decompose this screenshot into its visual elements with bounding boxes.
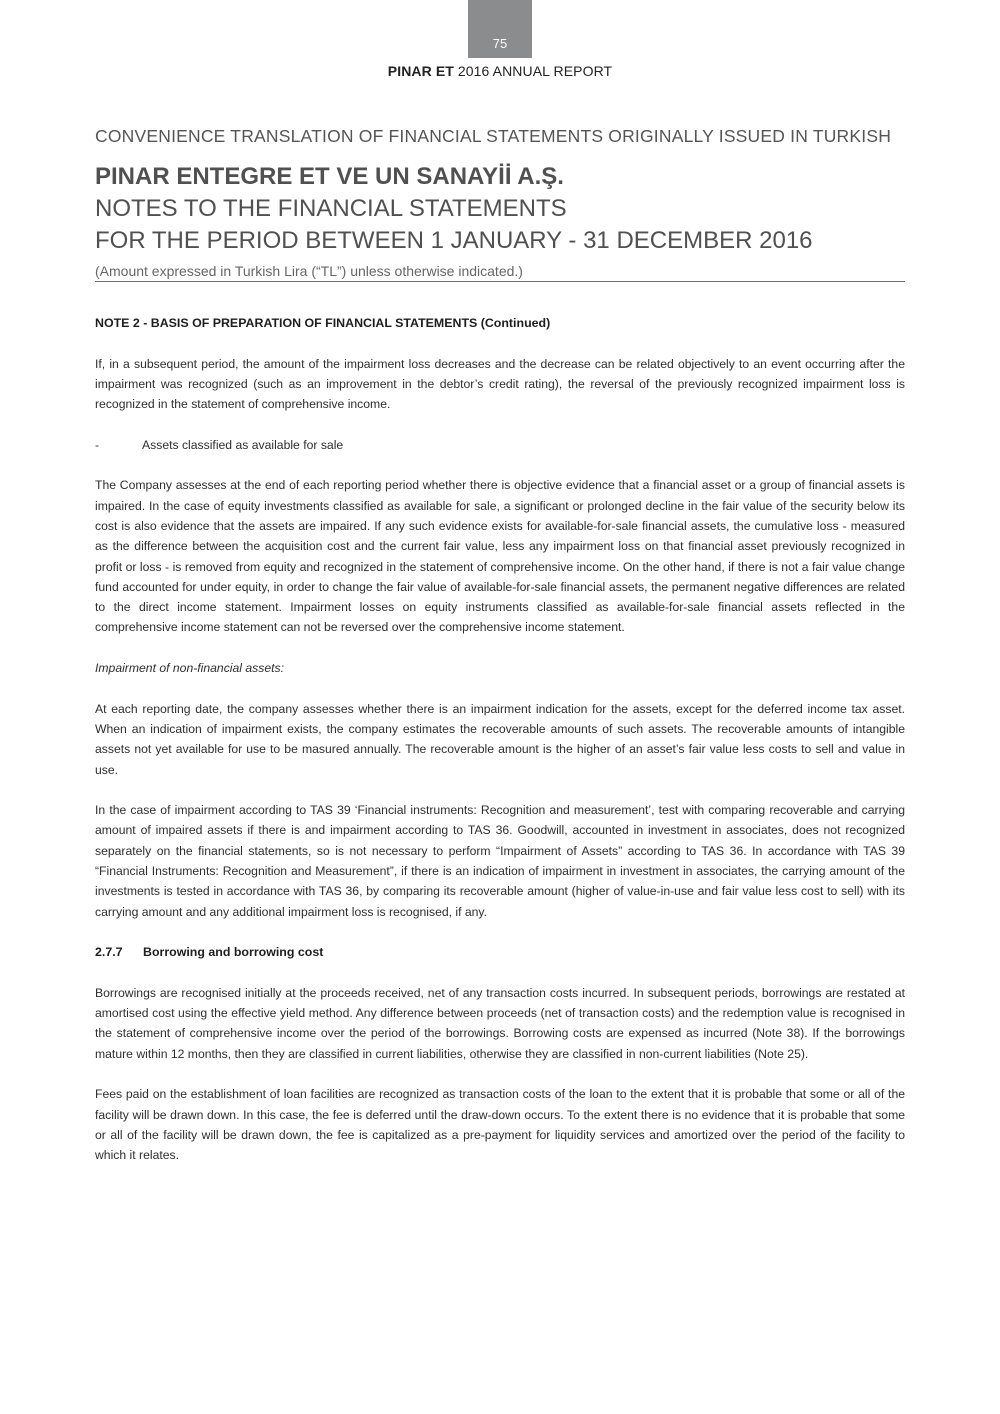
report-brand: PINAR ET <box>387 63 454 79</box>
report-title <box>0 63 1000 79</box>
paragraph-tas39: In the case of impairment according to TAS 39 ‘Financial instruments: Recognition and measurement’, test with comparing recoverable and carrying amount of impaired assets if there is and impairment according to TAS 36. Goodwill, accounted in investment in associates, does not recognized separately on the financial statements, so is not necessary to perform “Impairment of Assets” according to TAS 36. In accordance with TAS 39 “Financial Instruments: Recognition and Measurement”, if there is an indication of impairment in investment in associates, the carrying amount of the investments is tested in accordance with TAS 36, by comparing its recoverable amount (higher of value-in-use and fair value less cost to sell) with its carrying amount and any additional impairment loss is recognised, if any. <box>95 803 905 919</box>
company-name: PINAR ENTEGRE ET VE UN SANAYİİ A.Ş. <box>95 163 564 190</box>
section-title: Borrowing and borrowing cost <box>143 945 324 960</box>
report-title-text: 2016 ANNUAL REPORT <box>453 63 613 79</box>
paragraph-loan-fees: Fees paid on the establishment of loan facilities are recognized as transaction costs of the loan to the extent that it is probable that some or all of the facility will be drawn down. In this case, the fee is deferred until the draw-down occurs. To the extent there is no evidence that it is probable that some or all of the facility will be drawn down, the fee is capitalized as a pre-payment for liquidity services and amortized over the period of the facility to which it relates. <box>95 1087 905 1163</box>
bullet-item <box>95 435 905 455</box>
paragraph-reporting-date: At each reporting date, the company assesses whether there is an impairment indication for the assets, except for the deferred income tax asset. When an indication of impairment exists, the company estimates the recoverable amounts of such assets. The recoverable amounts of intangible assets not yet available for use to be masured annually. The recoverable amount is the higher of an asset’s fair value less costs to sell and value in use. <box>95 701 905 777</box>
page-number-tab <box>468 0 532 58</box>
convenience-translation-note: CONVENIENCE TRANSLATION OF FINANCIAL STATEMENTS ORIGINALLY ISSUED IN TURKISH <box>95 126 892 146</box>
subheading-non-financial: Impairment of non-financial assets: <box>95 661 284 676</box>
document-body <box>95 313 905 1165</box>
bullet-text: Assets classified as available for sale <box>142 437 344 452</box>
paragraph-borrowings: Borrowings are recognised initially at the proceeds received, net of any transaction costs incurred. In subsequent periods, borrowings are restated at amortised cost using the effective yield method. Any difference between proceeds (net of transaction costs) and the redemption value is recognised in the statement of comprehensive income over the period of the borrowings. Borrowing costs are expensed as incurred (Note 38). If the borrowings mature within 12 months, then they are classified in current liabilities, otherwise they are classified in non-current liabilities (Note 25). <box>95 985 905 1061</box>
section-number: 2.7.7 <box>95 945 123 960</box>
period-title: FOR THE PERIOD BETWEEN 1 JANUARY - 31 DECEMBER 2016 <box>95 227 813 254</box>
currency-note: (Amount expressed in Turkish Lira (“TL”) unless otherwise indicated.) <box>95 263 523 279</box>
section-heading-borrowing <box>95 942 905 962</box>
notes-title: NOTES TO THE FINANCIAL STATEMENTS <box>95 195 567 222</box>
header-divider <box>95 281 905 282</box>
paragraph-available-for-sale: The Company assesses at the end of each reporting period whether there is objective evidence that a financial asset or a group of financial assets is impaired. In the case of equity investments classified as available for sale, a significant or prolonged decline in the fair value of the security below its cost is also evidence that the assets are impaired. If any such evidence exists for available-for-sale financial assets, the cumulative loss - measured as the difference between the acquisition cost and the current fair value, less any impairment loss on that financial asset previously recognized in profit or loss - is removed from equity and recognized in the statement of comprehensive income. On the other hand, if there is not a fair value change fund accounted for under equity, in order to change the fair value of available-for-sale financial assets, the permanent negative differences are related to the direct income statement. Impairment losses on equity instruments classified as available-for-sale financial assets reflected in the comprehensive income statement can not be reversed over the comprehensive income statement. <box>95 478 905 635</box>
bullet-dash: - <box>95 437 100 452</box>
paragraph-reversal: If, in a subsequent period, the amount of the impairment loss decreases and the decrease can be related objectively to an event occurring after the impairment was recognized (such as an improvement in the debtor’s credit rating), the reversal of the previously recognized impairment loss is recognized in the statement of comprehensive income. <box>95 356 905 412</box>
note-heading: NOTE 2 - BASIS OF PREPARATION OF FINANCIAL STATEMENTS (Continued) <box>95 316 551 330</box>
page-number: 75 <box>492 36 508 51</box>
